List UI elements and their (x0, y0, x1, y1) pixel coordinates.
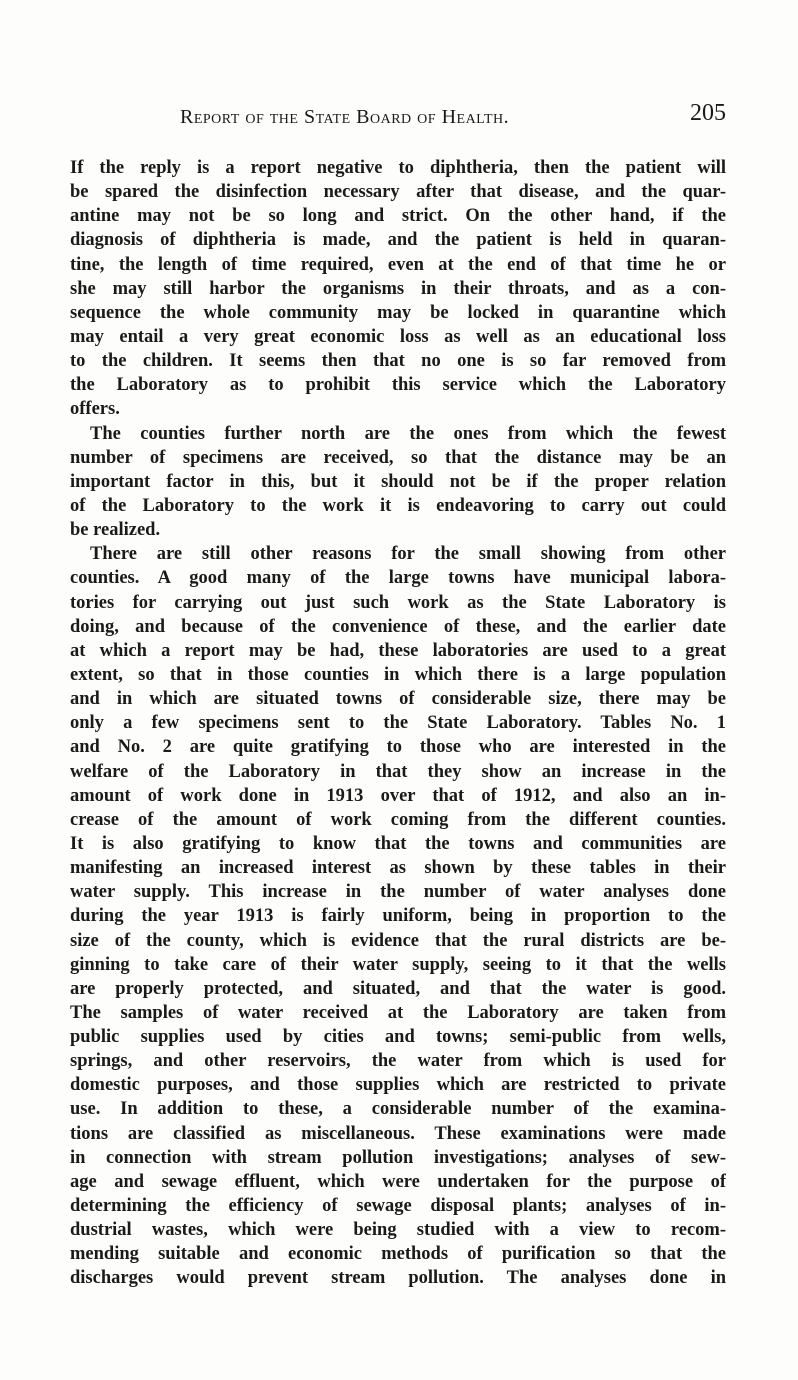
text-line: may entail a very great economic loss as well as an educational loss (70, 326, 726, 347)
text-line: The samples of water received at the Laboratory are taken from (70, 1002, 726, 1023)
text-line: extent, so that in those counties in which there is a large population (70, 664, 726, 685)
text-line: of the Laboratory to the work it is endeavoring to carry out could (70, 495, 726, 516)
text-line: manifesting an increased interest as shown by these tables in their (70, 858, 726, 879)
text-line: the Laboratory as to prohibit this service which the Laboratory (70, 375, 726, 396)
text-line: water supply. This increase in the number of water analyses done (70, 882, 726, 903)
text-line: crease of the amount of work coming from the different counties. (70, 809, 726, 830)
text-line: sequence the whole community may be locked in quarantine which (70, 302, 726, 323)
text-line: to the children. It seems then that no one is so far removed from (70, 351, 726, 372)
text-line: she may still harbor the organisms in their throats, and as a con- (70, 278, 726, 299)
text-line: offers. (70, 399, 120, 420)
text-line: during the year 1913 is fairly uniform, being in proportion to the (70, 906, 726, 927)
text-line: If the reply is a report negative to diphtheria, then the patient will (70, 158, 726, 178)
text-line: in connection with stream pollution investigations; analyses of sew- (70, 1147, 726, 1168)
text-line: diagnosis of diphtheria is made, and the patient is held in quaran- (70, 230, 726, 251)
text-line: doing, and because of the convenience of these, and the earlier date (70, 616, 726, 637)
text-line: antine may not be so long and strict. On the other hand, if the (70, 206, 726, 227)
text-line: public supplies used by cities and towns; semi-public from wells, (70, 1027, 726, 1048)
text-line: dustrial wastes, which were being studied with a view to recom- (70, 1220, 726, 1241)
text-line: use. In addition to these, a considerable number of the examina- (70, 1099, 726, 1120)
text-line: The counties further north are the ones from which the fewest (90, 423, 726, 444)
page-number: 205 (690, 100, 726, 126)
text-line: be realized. (70, 520, 161, 541)
text-line: tions are classified as miscellaneous. These examinations were made (70, 1123, 726, 1144)
text-line: be spared the disinfection necessary after that disease, and the quar- (70, 182, 726, 203)
text-line: It is also gratifying to know that the towns and communities are (70, 833, 726, 854)
running-head: Report of the State Board of Health. (180, 106, 510, 128)
page-header (70, 100, 726, 134)
text-line: discharges would prevent stream pollution. The analyses done in (70, 1268, 726, 1289)
text-line: There are still other reasons for the small showing from other (90, 544, 726, 565)
text-line: springs, and other reservoirs, the water from which is used for (70, 1051, 726, 1072)
text-line: and No. 2 are quite gratifying to those who are interested in the (70, 737, 726, 758)
text-line: counties. A good many of the large towns have municipal labora- (70, 568, 726, 589)
body-text (70, 156, 726, 1291)
text-line: only a few specimens sent to the State Laboratory. Tables No. 1 (70, 713, 726, 734)
text-line: are properly protected, and situated, and that the water is good. (70, 978, 726, 999)
text-line: tine, the length of time required, even at the end of that time he or (70, 254, 726, 275)
text-line: age and sewage effluent, which were undertaken for the purpose of (70, 1171, 726, 1192)
text-line: amount of work done in 1913 over that of 1912, and also an in- (70, 785, 726, 806)
text-line: important factor in this, but it should not be if the proper relation (70, 471, 726, 492)
text-line: ginning to take care of their water supply, seeing to it that the wells (70, 954, 726, 975)
text-line: at which a report may be had, these laboratories are used to a great (70, 640, 726, 661)
text-line: domestic purposes, and those supplies which are restricted to private (70, 1075, 726, 1096)
text-line: tories for carrying out just such work as the State Laboratory is (70, 592, 726, 613)
text-line: size of the county, which is evidence that the rural districts are be- (70, 930, 726, 951)
text-line: mending suitable and economic methods of purification so that the (70, 1244, 726, 1265)
text-line: welfare of the Laboratory in that they show an increase in the (70, 761, 726, 782)
text-line: and in which are situated towns of considerable size, there may be (70, 689, 726, 710)
text-line: determining the efficiency of sewage disposal plants; analyses of in- (70, 1196, 726, 1217)
text-line: number of specimens are received, so that the distance may be an (70, 447, 726, 468)
